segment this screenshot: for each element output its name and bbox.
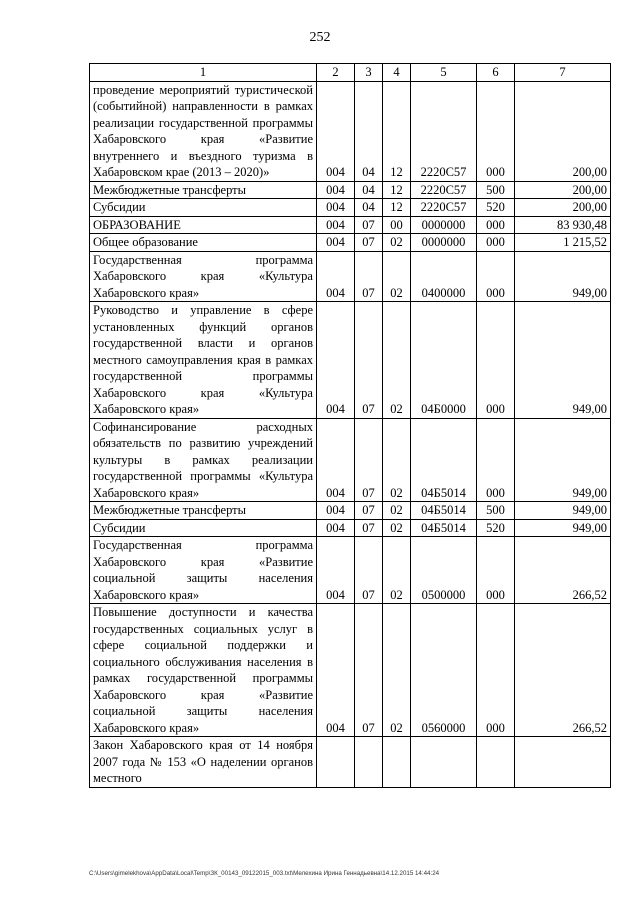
code-col4-cell: 02 bbox=[383, 302, 411, 419]
table-row bbox=[90, 418, 611, 502]
table-row bbox=[90, 502, 611, 520]
code-col6-cell: 500 bbox=[477, 502, 515, 520]
row-name-cell: Закон Хабаровского края от 14 ноября 2007 года № 153 «О наделении органов местного bbox=[90, 737, 317, 788]
row-name-cell: Межбюджетные трансферты bbox=[90, 502, 317, 520]
code-col5-cell: 0400000 bbox=[411, 251, 477, 302]
code-col3-cell: 07 bbox=[355, 302, 383, 419]
code-col5-cell: 04Б5014 bbox=[411, 418, 477, 502]
table-row bbox=[90, 302, 611, 419]
code-col2-cell: 004 bbox=[317, 234, 355, 252]
code-col6-cell: 000 bbox=[477, 216, 515, 234]
amount-cell: 200,00 bbox=[515, 81, 611, 181]
code-col4-cell: 00 bbox=[383, 216, 411, 234]
amount-cell: 1 215,52 bbox=[515, 234, 611, 252]
code-col3-cell: 07 bbox=[355, 418, 383, 502]
row-name-cell: Софинансирование расходных обязательств по развитию учреждений культуры в рамках реализации государственной программы «Культура Хабаровского края» bbox=[90, 418, 317, 502]
header-cell: 7 bbox=[515, 64, 611, 82]
code-col5-cell: 2220С57 bbox=[411, 181, 477, 199]
amount-cell: 949,00 bbox=[515, 302, 611, 419]
code-col2-cell: 004 bbox=[317, 519, 355, 537]
code-col6-cell: 520 bbox=[477, 199, 515, 217]
page-number: 252 bbox=[309, 30, 331, 45]
code-col5-cell: 0500000 bbox=[411, 537, 477, 604]
code-col6-cell: 000 bbox=[477, 234, 515, 252]
amount-cell: 83 930,48 bbox=[515, 216, 611, 234]
code-col5-cell: 0000000 bbox=[411, 234, 477, 252]
code-col5-cell: 0000000 bbox=[411, 216, 477, 234]
code-col3-cell: 04 bbox=[355, 199, 383, 217]
code-col4-cell: 12 bbox=[383, 199, 411, 217]
table-row bbox=[90, 737, 611, 788]
code-col3-cell: 07 bbox=[355, 251, 383, 302]
code-col2-cell: 004 bbox=[317, 302, 355, 419]
row-name-cell: Субсидии bbox=[90, 199, 317, 217]
code-col2-cell: 004 bbox=[317, 537, 355, 604]
table-row bbox=[90, 519, 611, 537]
code-col3-cell bbox=[355, 737, 383, 788]
code-col4-cell: 02 bbox=[383, 418, 411, 502]
code-col2-cell: 004 bbox=[317, 604, 355, 737]
header-cell: 1 bbox=[90, 64, 317, 82]
amount-cell: 200,00 bbox=[515, 181, 611, 199]
code-col3-cell: 07 bbox=[355, 519, 383, 537]
code-col4-cell: 02 bbox=[383, 519, 411, 537]
code-col4-cell: 02 bbox=[383, 251, 411, 302]
code-col2-cell: 004 bbox=[317, 251, 355, 302]
code-col4-cell: 02 bbox=[383, 604, 411, 737]
code-col5-cell bbox=[411, 737, 477, 788]
table-row bbox=[90, 234, 611, 252]
code-col2-cell: 004 bbox=[317, 181, 355, 199]
table-row bbox=[90, 81, 611, 181]
header-row bbox=[90, 64, 611, 82]
budget-table bbox=[89, 63, 611, 788]
code-col4-cell: 12 bbox=[383, 81, 411, 181]
code-col6-cell: 000 bbox=[477, 604, 515, 737]
amount-cell: 949,00 bbox=[515, 519, 611, 537]
row-name-cell: проведение мероприятий туристической (событийной) направленности в рамках реализации государственной программы Хабаровского края «Развитие внутреннего и въездного туризма в Хабаровском крае (2013 – 2020)» bbox=[90, 81, 317, 181]
row-name-cell: Субсидии bbox=[90, 519, 317, 537]
header-cell: 4 bbox=[383, 64, 411, 82]
table-row bbox=[90, 604, 611, 737]
header-cell: 5 bbox=[411, 64, 477, 82]
code-col6-cell: 000 bbox=[477, 418, 515, 502]
code-col5-cell: 04Б5014 bbox=[411, 502, 477, 520]
code-col4-cell: 12 bbox=[383, 181, 411, 199]
header-cell: 2 bbox=[317, 64, 355, 82]
row-name-cell: Повышение доступности и качества государственных социальных услуг в сфере социальной поддержки и социального обслуживания населения в рамках государственной программы Хабаровского края «Развитие социальной защиты населения Хабаровского края» bbox=[90, 604, 317, 737]
amount-cell: 200,00 bbox=[515, 199, 611, 217]
code-col6-cell: 520 bbox=[477, 519, 515, 537]
code-col6-cell: 000 bbox=[477, 81, 515, 181]
code-col6-cell: 000 bbox=[477, 302, 515, 419]
table-row bbox=[90, 537, 611, 604]
code-col2-cell: 004 bbox=[317, 418, 355, 502]
row-name-cell: Межбюджетные трансферты bbox=[90, 181, 317, 199]
code-col5-cell: 04Б5014 bbox=[411, 519, 477, 537]
row-name-cell: Общее образование bbox=[90, 234, 317, 252]
amount-cell: 949,00 bbox=[515, 502, 611, 520]
code-col6-cell: 500 bbox=[477, 181, 515, 199]
amount-cell bbox=[515, 737, 611, 788]
code-col5-cell: 2220С57 bbox=[411, 199, 477, 217]
row-name-cell: Государственная программа Хабаровского края «Культура Хабаровского края» bbox=[90, 251, 317, 302]
code-col3-cell: 07 bbox=[355, 537, 383, 604]
code-col3-cell: 07 bbox=[355, 604, 383, 737]
code-col6-cell bbox=[477, 737, 515, 788]
code-col2-cell: 004 bbox=[317, 199, 355, 217]
row-name-cell: Государственная программа Хабаровского края «Развитие социальной защиты населения Хабаровского края» bbox=[90, 537, 317, 604]
header-cell: 3 bbox=[355, 64, 383, 82]
code-col2-cell bbox=[317, 737, 355, 788]
file-path-footer: C:\Users\gimelekhova\AppData\Local\Temp\ЗК_00143_09122015_003.txt\Мелехина Ирина Геннадьевна\14.12.2015 14:44:24 bbox=[89, 870, 440, 877]
code-col2-cell: 004 bbox=[317, 81, 355, 181]
code-col4-cell: 02 bbox=[383, 537, 411, 604]
code-col4-cell: 02 bbox=[383, 234, 411, 252]
amount-cell: 949,00 bbox=[515, 251, 611, 302]
code-col6-cell: 000 bbox=[477, 251, 515, 302]
code-col6-cell: 000 bbox=[477, 537, 515, 604]
row-name-cell: Руководство и управление в сфере установленных функций органов государственной власти и органов местного самоуправления края в рамках государственной программы Хабаровского края «Культура Хабаровского края» bbox=[90, 302, 317, 419]
code-col5-cell: 2220С57 bbox=[411, 81, 477, 181]
table-row bbox=[90, 181, 611, 199]
table-row bbox=[90, 251, 611, 302]
code-col3-cell: 07 bbox=[355, 216, 383, 234]
header-cell: 6 bbox=[477, 64, 515, 82]
amount-cell: 266,52 bbox=[515, 537, 611, 604]
code-col4-cell bbox=[383, 737, 411, 788]
code-col3-cell: 04 bbox=[355, 81, 383, 181]
code-col3-cell: 07 bbox=[355, 502, 383, 520]
code-col5-cell: 04Б0000 bbox=[411, 302, 477, 419]
code-col2-cell: 004 bbox=[317, 502, 355, 520]
code-col3-cell: 07 bbox=[355, 234, 383, 252]
code-col2-cell: 004 bbox=[317, 216, 355, 234]
row-name-cell: ОБРАЗОВАНИЕ bbox=[90, 216, 317, 234]
table-row bbox=[90, 216, 611, 234]
code-col3-cell: 04 bbox=[355, 181, 383, 199]
code-col5-cell: 0560000 bbox=[411, 604, 477, 737]
amount-cell: 949,00 bbox=[515, 418, 611, 502]
amount-cell: 266,52 bbox=[515, 604, 611, 737]
table-row bbox=[90, 199, 611, 217]
code-col4-cell: 02 bbox=[383, 502, 411, 520]
